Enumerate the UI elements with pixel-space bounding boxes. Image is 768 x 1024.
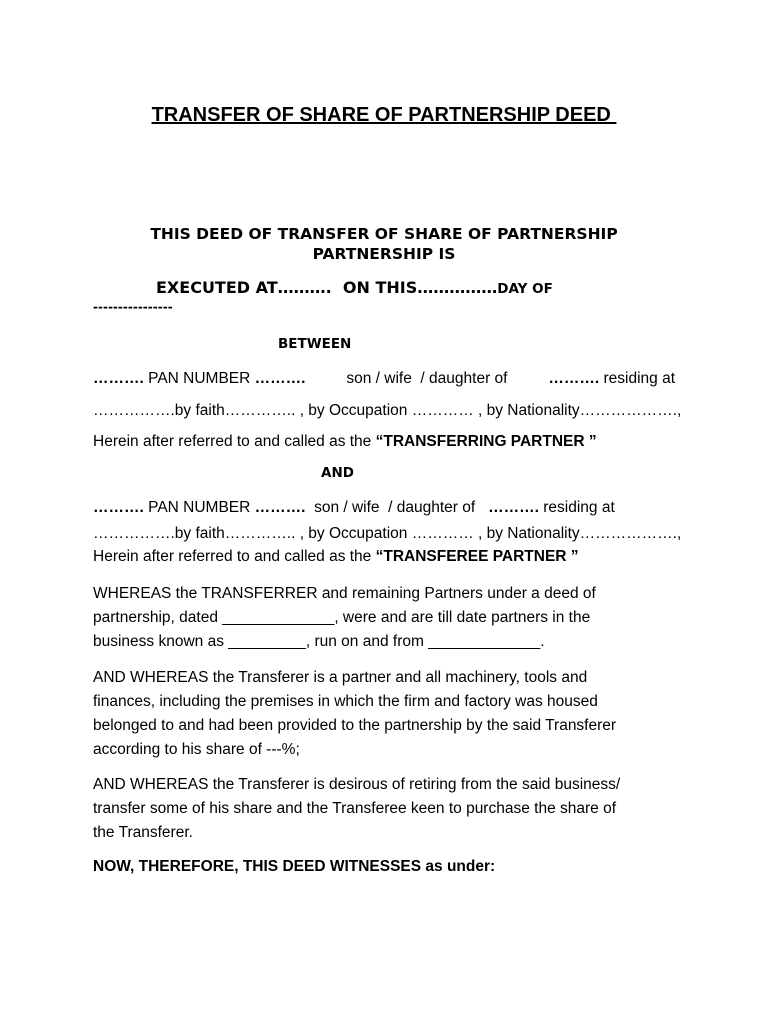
party1-role: “TRANSFERRING PARTNER ” xyxy=(375,433,597,450)
paragraph-line: WHEREAS the TRANSFERRER and remaining Partners under a deed of xyxy=(93,585,596,602)
executed-tail: DAY OF xyxy=(497,281,553,297)
party1-line2: …………….by faith………….. , by Occupation ………… , by Nationality………………., xyxy=(93,402,682,419)
witnesses-heading: NOW, THEREFORE, THIS DEED WITNESSES as under: xyxy=(93,858,496,875)
party2-referred-text: Herein after referred to and called as the xyxy=(93,548,376,565)
party2-line1 xyxy=(93,499,615,517)
party2-name-blank: ………. xyxy=(93,499,144,516)
party1-residing: residing at xyxy=(603,370,675,387)
paragraph-line: business known as _________, run on and from _____________. xyxy=(93,633,545,650)
between-label: BETWEEN xyxy=(278,336,352,352)
party1-line3 xyxy=(93,433,597,451)
whereas-paragraph-2 xyxy=(93,666,683,762)
party2-relation: son / wife / daughter of xyxy=(314,499,476,516)
deed-heading-line2: PARTNERSHIP IS xyxy=(312,245,456,263)
deed-heading-line1: THIS DEED OF TRANSFER OF SHARE OF PARTNERSHIP xyxy=(150,225,618,243)
paragraph-line: finances, including the premises in which the firm and factory was housed xyxy=(93,693,598,710)
party2-pan-blank: ………. xyxy=(254,499,306,516)
party1-relation-blank: ………. xyxy=(548,370,600,387)
party2-line2: …………….by faith………….. , by Occupation ………… , by Nationality………………., xyxy=(93,525,682,542)
paragraph-line: AND WHEREAS the Transferer is a partner and all machinery, tools and xyxy=(93,669,588,686)
paragraph-line: transfer some of his share and the Transferee keen to purchase the share of xyxy=(93,800,616,817)
party1-pan-label: PAN NUMBER xyxy=(148,370,251,387)
party1-name-blank: ………. xyxy=(93,370,144,387)
paragraph-line: AND WHEREAS the Transferer is desirous of retiring from the said business/ xyxy=(93,776,621,793)
party2-residing: residing at xyxy=(543,499,615,516)
paragraph-line: belonged to and had been provided to the partnership by the said Transferer xyxy=(93,717,617,734)
party1-pan-blank: ………. xyxy=(254,370,306,387)
dashes-line: ---------------- xyxy=(93,300,173,314)
whereas-paragraph-3 xyxy=(93,773,683,845)
party2-role: “TRANSFEREE PARTNER ” xyxy=(375,548,579,565)
paragraph-line: the Transferer. xyxy=(93,824,193,841)
whereas-paragraph-1 xyxy=(93,582,683,654)
party2-relation-blank: ………. xyxy=(488,499,539,516)
party1-referred-text: Herein after referred to and called as the xyxy=(93,433,376,450)
and-label: AND xyxy=(321,465,354,481)
party2-pan-label: PAN NUMBER xyxy=(148,499,251,516)
document-title: TRANSFER OF SHARE OF PARTNERSHIP DEED xyxy=(151,104,617,126)
paragraph-line: according to his share of ---%; xyxy=(93,741,300,758)
paragraph-line: partnership, dated _____________, were and are till date partners in the xyxy=(93,609,591,626)
party2-line3 xyxy=(93,548,579,566)
executed-main: EXECUTED AT………. ON THIS…………… xyxy=(156,278,498,297)
party1-relation: son / wife / daughter of xyxy=(346,370,508,387)
party1-line1 xyxy=(93,370,675,388)
executed-line xyxy=(156,278,553,297)
